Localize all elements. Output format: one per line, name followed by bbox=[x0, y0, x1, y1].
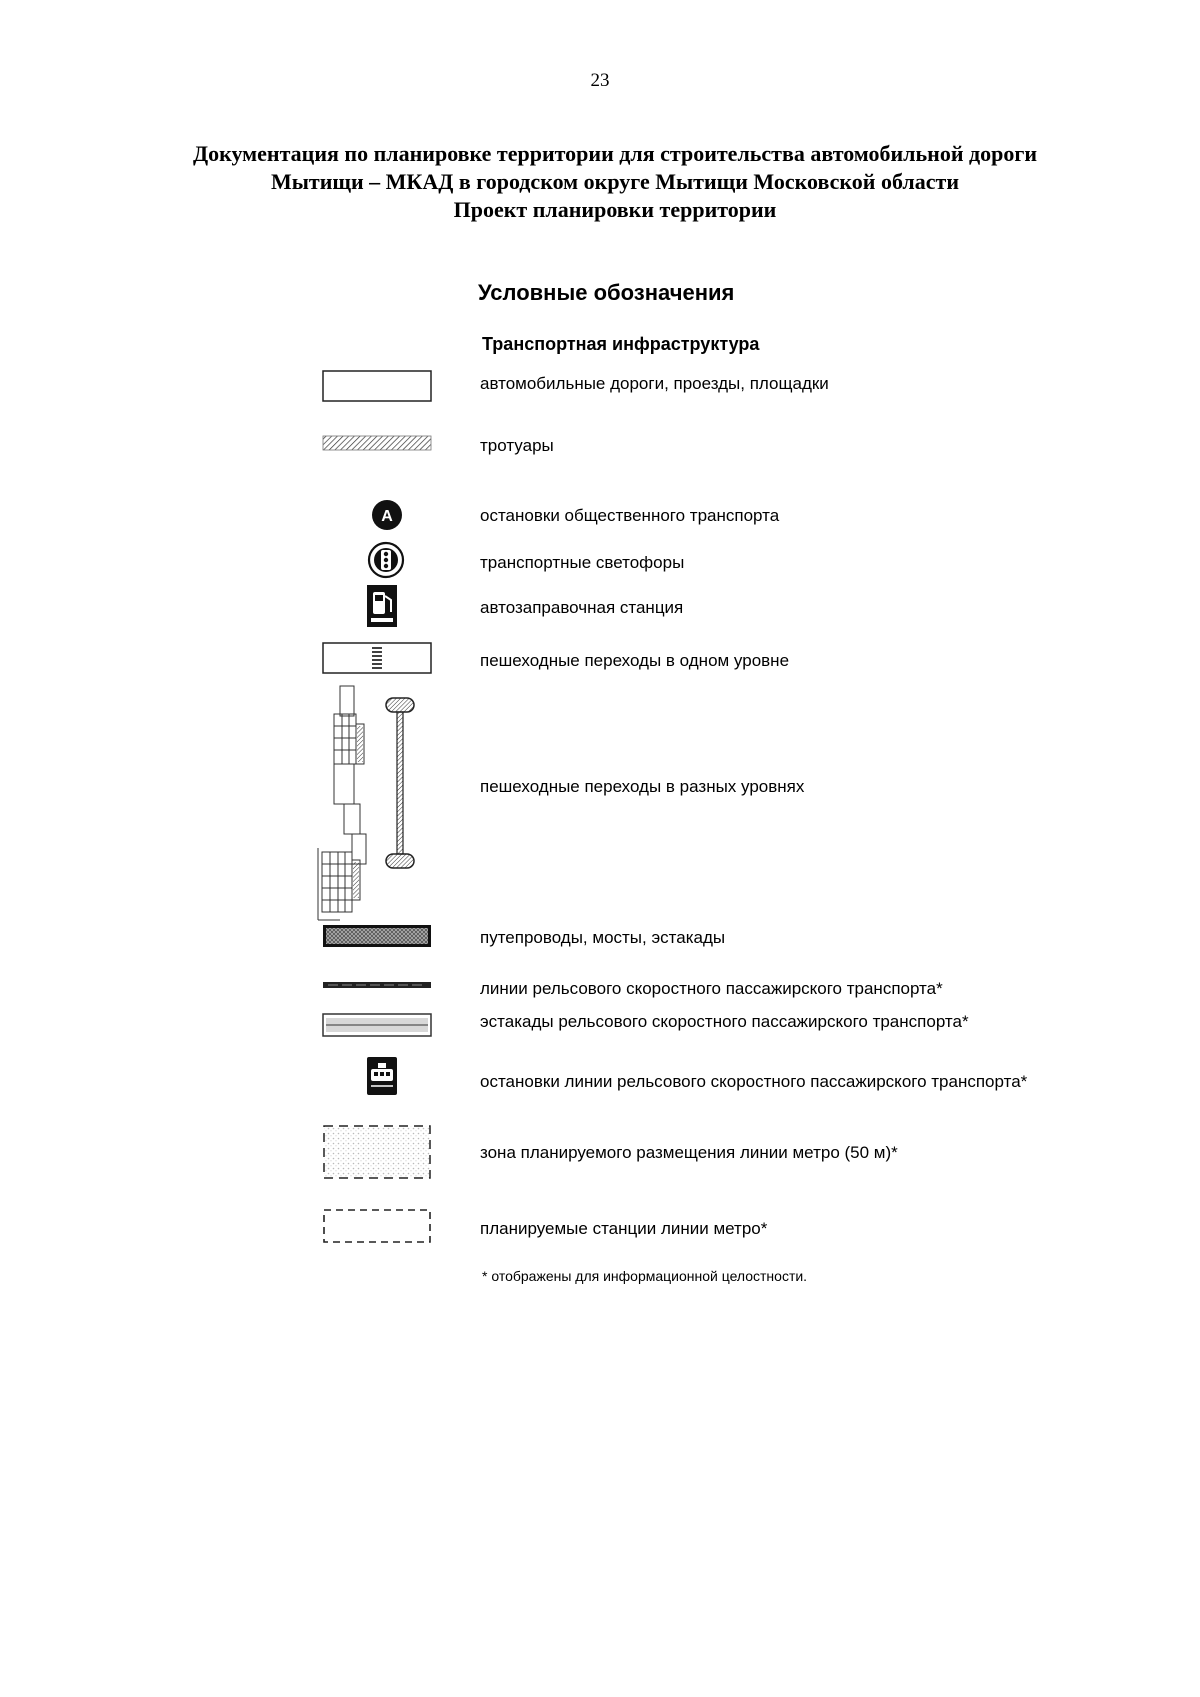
bus-stop-icon bbox=[370, 498, 404, 532]
legend-label-gas-station: автозаправочная станция bbox=[480, 598, 684, 617]
pedestrian-overpass-symbol bbox=[300, 684, 430, 924]
legend-label-rail-stops: остановки линии рельсового скоростного пассажирского транспорта* bbox=[480, 1072, 1028, 1091]
rail-overpass-symbol bbox=[322, 1012, 434, 1040]
header-line-1: Документация по планировке территории для строительства автомобильной дороги bbox=[192, 141, 1038, 166]
traffic-light-icon bbox=[366, 540, 406, 580]
legend-label-traffic-lights: транспортные светофоры bbox=[480, 553, 685, 572]
legend-label-roads: автомобильные дороги, проезды, площадки bbox=[480, 374, 829, 393]
legend-label-rail-lines: линии рельсового скоростного пассажирского транспорта* bbox=[480, 979, 943, 998]
legend-label-bus-stops: остановки общественного транспорта bbox=[480, 506, 780, 525]
bridge-symbol bbox=[322, 924, 434, 950]
legend-label-overpass: пешеходные переходы в разных уровнях bbox=[480, 777, 805, 796]
legend-label-crosswalk: пешеходные переходы в одном уровне bbox=[480, 651, 790, 670]
footnote: * отображены для информационной целостности. bbox=[482, 1268, 808, 1284]
metro-zone-symbol bbox=[322, 1122, 434, 1182]
legend-label-rail-overpass: эстакады рельсового скоростного пассажирского транспорта* bbox=[480, 1012, 969, 1031]
page-number: 23 bbox=[590, 70, 610, 91]
rail-stop-icon bbox=[366, 1056, 400, 1098]
svg-text:A: A bbox=[381, 508, 393, 525]
sidewalk-hatch-symbol bbox=[322, 434, 434, 454]
rail-line-symbol bbox=[322, 980, 434, 992]
legend-label-metro-zone: зона планируемого размещения линии метро (50 м)* bbox=[480, 1143, 898, 1162]
gas-station-icon bbox=[366, 584, 400, 630]
metro-station-symbol bbox=[322, 1206, 434, 1248]
legend-label-sidewalks: тротуары bbox=[480, 436, 554, 455]
road-area-symbol bbox=[322, 370, 434, 404]
legend-title: Условные обозначения bbox=[478, 280, 735, 305]
document-header bbox=[0, 140, 1200, 224]
header-line-3: Проект планировки территории bbox=[453, 197, 777, 222]
legend-label-metro-stations: планируемые станции линии метро* bbox=[480, 1219, 768, 1238]
legend-label-bridges: путепроводы, мосты, эстакады bbox=[480, 928, 726, 947]
crosswalk-symbol bbox=[322, 642, 434, 676]
section-title: Транспортная инфраструктура bbox=[482, 334, 760, 354]
header-line-2: Мытищи – МКАД в городском округе Мытищи Московской области bbox=[270, 169, 960, 194]
